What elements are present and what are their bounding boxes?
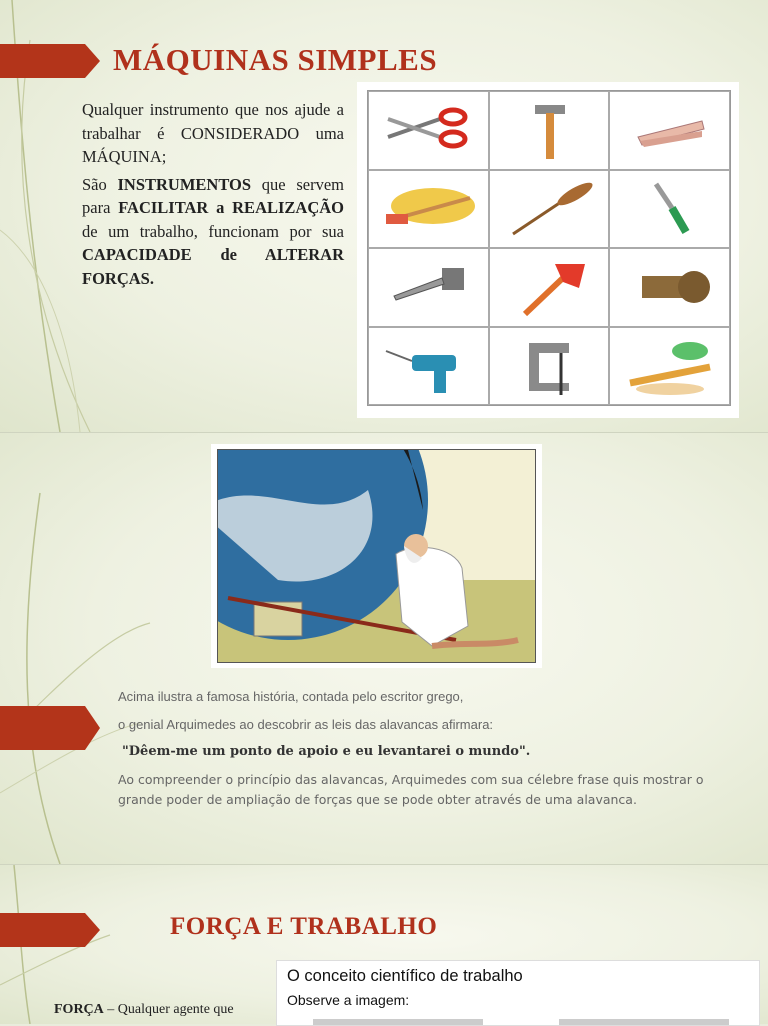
clamp-icon [489, 327, 610, 406]
card-subtitle: Observe a imagem: [287, 992, 410, 1008]
paragraph-line: o genial Arquimedes ao descobrir as leis das alavancas afirmara: [118, 717, 494, 732]
chisel-icon [609, 170, 730, 249]
scissors-icon [368, 91, 489, 170]
bullet-text: Qualquer instrumento que nos ajude a trabalhar é CONSIDERADO uma MÁQUINA; [82, 100, 344, 166]
paragraph: Ao compreender o princípio das alavancas, Arquimedes com sua célebre frase quis mostrar o grande poder de ampliação de forças que se pode obter através de uma alavanca. [118, 772, 704, 807]
bullet-text-part: de um trabalho, funcionam por sua [82, 221, 344, 241]
rolling-pin-icon [609, 327, 730, 406]
nail-clipper-icon [609, 91, 730, 170]
door-knob-icon [609, 248, 730, 327]
slide-maquinas-simples [0, 0, 768, 432]
card-title: O conceito científico de trabalho [287, 967, 523, 985]
list-item [64, 98, 344, 169]
work-concept-card [276, 960, 760, 1026]
image-preview-strip [313, 1019, 483, 1025]
bullet-emphasis: FACILITAR a REALIZAÇÃO [118, 198, 344, 217]
bullet-term: FORÇA [54, 1002, 104, 1017]
bullet-list [64, 98, 344, 294]
screw-icon [368, 248, 489, 327]
title-arrow-tag [0, 44, 100, 78]
drill-icon [368, 327, 489, 406]
archimedes-illustration [211, 444, 542, 668]
axe-icon [489, 248, 610, 327]
archimedes-quote: "Dêem-me um ponto de apoio e eu levantarei o mundo". [122, 744, 531, 759]
hammer-icon [489, 91, 610, 170]
bullet-text-part: São [82, 174, 118, 194]
archimedes-scene [217, 449, 536, 663]
image-preview-strip [559, 1019, 729, 1025]
bullet-emphasis: INSTRUMENTOS [117, 174, 252, 194]
tools-grid [367, 90, 731, 406]
page-title: MÁQUINAS SIMPLES [113, 42, 438, 77]
rake-icon [368, 170, 489, 249]
list-item [64, 173, 344, 291]
section-title: FORÇA E TRABALHO [170, 913, 438, 940]
oar-icon [489, 170, 610, 249]
bullet-text: – Qualquer agente que [103, 1002, 234, 1017]
section-arrow-tag [0, 706, 100, 750]
forca-bullet [46, 1002, 234, 1018]
tools-image [357, 82, 739, 418]
paragraph-line: Acima ilustra a famosa história, contada pelo escritor grego, [118, 689, 464, 704]
bullet-emphasis: CAPACIDADE de ALTERAR FORÇAS. [82, 245, 344, 288]
title-arrow-tag [0, 913, 100, 947]
bullet-text-part: que servem para [82, 174, 344, 217]
